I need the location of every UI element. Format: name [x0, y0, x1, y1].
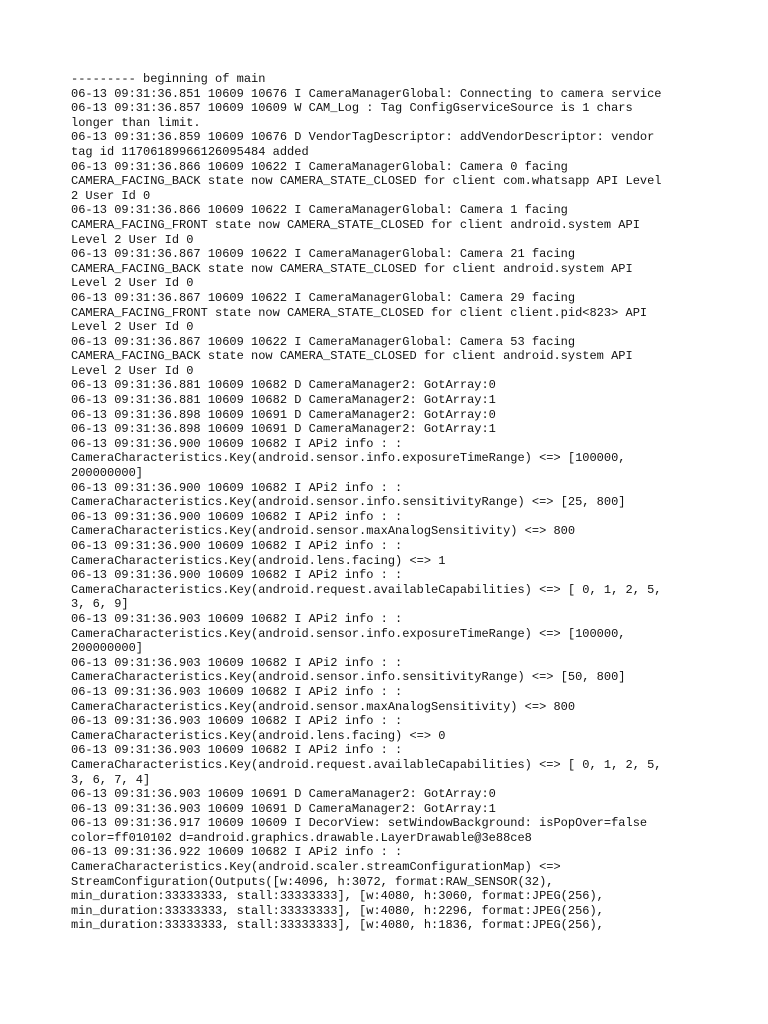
log-line: CameraCharacteristics.Key(android.request.availableCapabilities) <=> [ 0, 1, 2, 5,: [71, 582, 662, 597]
log-line: 06-13 09:31:36.881 10609 10682 D CameraManager2: GotArray:1: [71, 393, 496, 408]
log-line: 06-13 09:31:36.903 10609 10691 D CameraManager2: GotArray:0: [71, 787, 496, 802]
log-line: CAMERA_FACING_FRONT state now CAMERA_STATE_CLOSED for client client.pid<823> API: [71, 305, 648, 320]
log-line: 06-13 09:31:36.900 10609 10682 I APi2 info : :: [71, 509, 403, 524]
log-line: 06-13 09:31:36.900 10609 10682 I APi2 info : :: [71, 480, 403, 495]
log-line: 06-13 09:31:36.903 10609 10682 I APi2 info : :: [71, 743, 403, 758]
log-line: 200000000]: [71, 466, 144, 481]
log-line: 06-13 09:31:36.903 10609 10691 D CameraManager2: GotArray:1: [71, 801, 496, 816]
log-line: 2 User Id 0: [71, 188, 151, 203]
log-line: 06-13 09:31:36.857 10609 10609 W CAM_Log : Tag ConfigGserviceSource is 1 chars: [71, 101, 633, 116]
log-line: longer than limit.: [71, 115, 201, 130]
log-line: min_duration:33333333, stall:33333333], [w:4080, h:1836, format:JPEG(256),: [71, 918, 604, 933]
log-line: CameraCharacteristics.Key(android.sensor.maxAnalogSensitivity) <=> 800: [71, 524, 576, 539]
log-line: Level 2 User Id 0: [71, 363, 194, 378]
log-line: 3, 6, 9]: [71, 597, 129, 612]
log-line: CameraCharacteristics.Key(android.sensor.info.sensitivityRange) <=> [50, 800]: [71, 670, 626, 685]
log-line: CAMERA_FACING_FRONT state now CAMERA_STATE_CLOSED for client android.system API: [71, 217, 640, 232]
log-line: 06-13 09:31:36.917 10609 10609 I DecorView: setWindowBackground: isPopOver=false: [71, 816, 648, 831]
log-line: Level 2 User Id 0: [71, 320, 194, 335]
log-line: 06-13 09:31:36.903 10609 10682 I APi2 info : :: [71, 655, 403, 670]
log-line: CameraCharacteristics.Key(android.sensor.info.sensitivityRange) <=> [25, 800]: [71, 495, 626, 510]
log-line: tag id 11706189966126095484 added: [71, 144, 309, 159]
log-line: 06-13 09:31:36.867 10609 10622 I CameraManagerGlobal: Camera 21 facing: [71, 247, 576, 262]
log-line: StreamConfiguration(Outputs([w:4096, h:3072, format:RAW_SENSOR(32),: [71, 874, 554, 889]
log-line: 06-13 09:31:36.903 10609 10682 I APi2 info : :: [71, 611, 403, 626]
log-line: color=ff010102 d=android.graphics.drawable.LayerDrawable@3e88ce8: [71, 830, 532, 845]
log-line: 06-13 09:31:36.881 10609 10682 D CameraManager2: GotArray:0: [71, 378, 496, 393]
log-line: Level 2 User Id 0: [71, 276, 194, 291]
log-line: 06-13 09:31:36.866 10609 10622 I CameraManagerGlobal: Camera 0 facing: [71, 159, 568, 174]
log-line: Level 2 User Id 0: [71, 232, 194, 247]
log-line: 06-13 09:31:36.900 10609 10682 I APi2 info : :: [71, 568, 403, 583]
log-line: CameraCharacteristics.Key(android.lens.facing) <=> 1: [71, 553, 446, 568]
log-line: 06-13 09:31:36.900 10609 10682 I APi2 info : :: [71, 436, 403, 451]
log-document: [71, 72, 711, 933]
log-line: CameraCharacteristics.Key(android.request.availableCapabilities) <=> [ 0, 1, 2, 5,: [71, 757, 662, 772]
log-line: CameraCharacteristics.Key(android.sensor.maxAnalogSensitivity) <=> 800: [71, 699, 576, 714]
log-line: CameraCharacteristics.Key(android.lens.facing) <=> 0: [71, 728, 446, 743]
log-line: 06-13 09:31:36.903 10609 10682 I APi2 info : :: [71, 684, 403, 699]
log-line: 06-13 09:31:36.903 10609 10682 I APi2 info : :: [71, 714, 403, 729]
log-line: CameraCharacteristics.Key(android.scaler.streamConfigurationMap) <=>: [71, 860, 561, 875]
log-line: 06-13 09:31:36.859 10609 10676 D VendorTagDescriptor: addVendorDescriptor: vendor: [71, 130, 655, 145]
log-line: min_duration:33333333, stall:33333333], [w:4080, h:3060, format:JPEG(256),: [71, 889, 604, 904]
log-line: CameraCharacteristics.Key(android.sensor.info.exposureTimeRange) <=> [100000,: [71, 451, 626, 466]
log-line: 06-13 09:31:36.922 10609 10682 I APi2 info : :: [71, 845, 403, 860]
log-line: min_duration:33333333, stall:33333333], [w:4080, h:2296, format:JPEG(256),: [71, 903, 604, 918]
log-line: CAMERA_FACING_BACK state now CAMERA_STATE_CLOSED for client android.system API: [71, 261, 633, 276]
log-line: 200000000]: [71, 641, 144, 656]
log-line: --------- beginning of main: [71, 72, 266, 86]
log-line: 06-13 09:31:36.898 10609 10691 D CameraManager2: GotArray:0: [71, 407, 496, 422]
log-line: CAMERA_FACING_BACK state now CAMERA_STATE_CLOSED for client android.system API: [71, 349, 633, 364]
log-line: 06-13 09:31:36.851 10609 10676 I CameraManagerGlobal: Connecting to camera service: [71, 86, 662, 101]
log-line: 06-13 09:31:36.898 10609 10691 D CameraManager2: GotArray:1: [71, 422, 496, 437]
log-line: 06-13 09:31:36.900 10609 10682 I APi2 info : :: [71, 539, 403, 553]
log-line: 3, 6, 7, 4]: [71, 772, 151, 787]
log-line: CameraCharacteristics.Key(android.sensor.info.exposureTimeRange) <=> [100000,: [71, 626, 626, 641]
log-line: CAMERA_FACING_BACK state now CAMERA_STATE_CLOSED for client com.whatsapp API Level: [71, 174, 662, 189]
log-line: 06-13 09:31:36.867 10609 10622 I CameraManagerGlobal: Camera 29 facing: [71, 290, 576, 305]
log-line: 06-13 09:31:36.867 10609 10622 I CameraManagerGlobal: Camera 53 facing: [71, 334, 576, 349]
log-line: 06-13 09:31:36.866 10609 10622 I CameraManagerGlobal: Camera 1 facing: [71, 203, 568, 218]
